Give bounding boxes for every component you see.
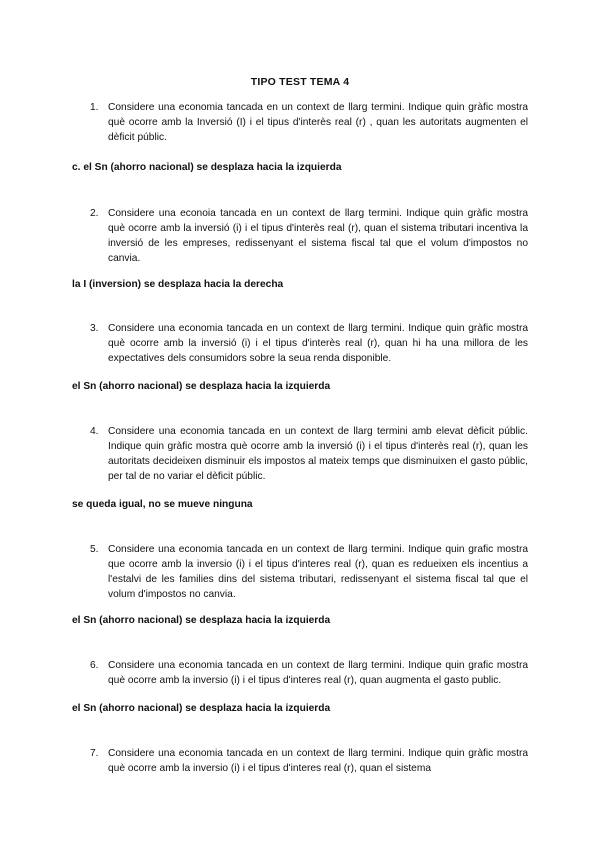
question-number: 6.	[90, 660, 99, 671]
answer-1: c. el Sn (ahorro nacional) se desplaza hacia la izquierda	[72, 162, 342, 173]
question-text: Considere una economia tancada en un context de llarg termini. Indique quin gràfic mostra què ocorre amb la inversio (i) i el tipus d'interes real (r), quan el sistema	[108, 748, 528, 774]
question-1	[90, 100, 528, 145]
question-text: Considere una econoia tancada en un context de llarg termini. Indique quin gràfic mostra què ocorre amb la inversió (i) i el tipus d'interès real (r), quan el sistema tributari incentiva la inversió de les empreses, redissenyant el sistema fiscal tal que el volum d'impostos no canvia.	[108, 208, 528, 264]
answer-4: se queda igual, no se mueve ninguna	[72, 499, 253, 510]
answer-5: el Sn (ahorro nacional) se desplaza hacia la izquierda	[72, 615, 331, 626]
question-number: 2.	[90, 208, 99, 219]
question-number: 1.	[90, 102, 99, 113]
question-4	[90, 424, 528, 484]
question-number: 3.	[90, 323, 99, 334]
answer-6: el Sn (ahorro nacional) se desplaza hacia la izquierda	[72, 703, 331, 714]
question-text: Considere una economia tancada en un context de llarg termini. Indique quin gràfic mostra què ocorre amb la Inversió (I) i el tipus d'interès real (r) , quan les autoritats augmenten el dèficit públic.	[108, 102, 528, 143]
question-3	[90, 321, 528, 366]
question-number: 4.	[90, 426, 99, 437]
question-text: Considere una economia tancada en un context de llarg termini. Indique quin gràfic mostra què ocorre amb la inversió (i) i el tipus d'interès real (r), quan hi ha una millora de les expectatives dels consumidors sobre la seua renda disponible.	[108, 323, 528, 364]
question-5	[90, 542, 528, 602]
question-number: 7.	[90, 748, 99, 759]
question-7	[90, 746, 528, 776]
answer-3: el Sn (ahorro nacional) se desplaza hacia la izquierda	[72, 381, 331, 392]
question-2	[90, 206, 528, 266]
question-text: Considere una economia tancada en un context de llarg termini. Indique quin grafic mostra que ocorre amb la inversio (i) i el tipus d'interes real (r), quan es redueixen els incentius a l'estalvi de les families dins del sistema tributari, redissenyant el sistema fiscal tal que el volum d'impostos no canvia.	[108, 544, 528, 600]
page-title: TIPO TEST TEMA 4	[250, 76, 350, 88]
question-number: 5.	[90, 544, 99, 555]
question-text: Considere una economia tancada en un context de llarg termini. Indique quin grafic mostra què ocorre amb la inversio (i) i el tipus d'interes real (r), quan augmenta el gasto public.	[108, 660, 528, 686]
question-text: Considere una economia tancada en un context de llarg termini amb elevat dèficit públic. Indique quin gràfic mostra què ocorre amb la inversió (i) i el tipus d'interès real (r), quan les autoritats decideixen disminuir els impostos al mateix temps que disminuixen el gasto públic, per tal de no variar el dèficit públic.	[108, 426, 528, 482]
answer-2: la I (inversion) se desplaza hacia la derecha	[72, 279, 284, 290]
question-6	[90, 658, 528, 688]
